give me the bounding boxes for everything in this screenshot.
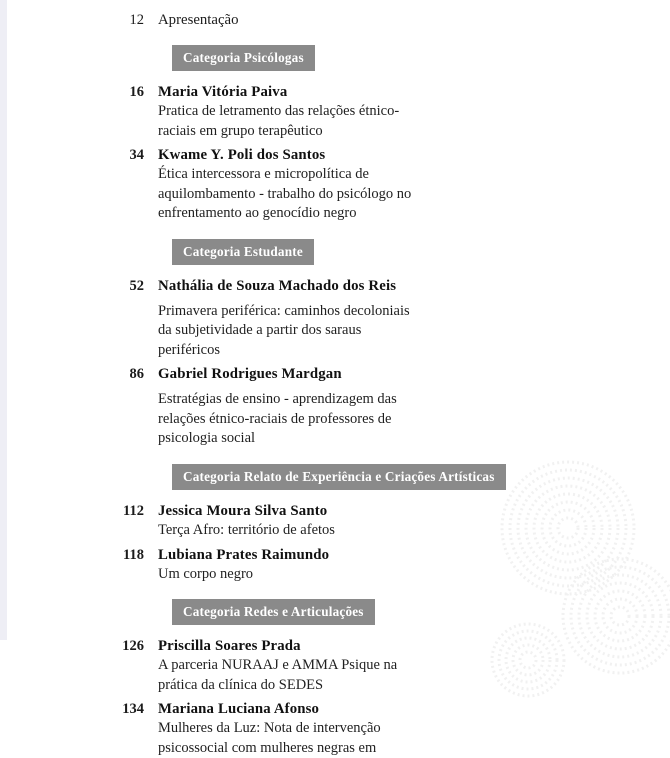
- toc-entry-apresentacao[interactable]: [0, 10, 640, 30]
- toc-entry-title-line: Primavera periférica: caminhos decoloniais: [158, 302, 410, 319]
- spacer: [0, 30, 640, 45]
- spacer: [0, 224, 640, 239]
- toc-entry-title-line: Mulheres da Luz: Nota de intervenção: [158, 720, 381, 737]
- toc-entry-body: [158, 636, 640, 695]
- banner-indent-spacer: [0, 45, 172, 71]
- toc-page-number: 12: [129, 12, 144, 28]
- toc-entry-body: [158, 545, 640, 585]
- toc-entry-body: [158, 145, 640, 224]
- category-banner: Categoria Psicólogas: [172, 45, 315, 71]
- toc-entry-title: [158, 565, 426, 585]
- banner-indent-spacer: [0, 239, 172, 265]
- toc-page-number: 86: [129, 366, 144, 383]
- spacer: [0, 584, 640, 599]
- toc-entry-body: [158, 82, 640, 141]
- toc-page-number: 52: [129, 277, 144, 294]
- toc-entry-title-line: psicossocial com mulheres negras em: [158, 739, 377, 756]
- toc-entry-title-line: enfrentamento ao genocídio negro: [158, 205, 357, 222]
- toc-entry-title: [158, 656, 426, 695]
- toc-entry-title-line: Estratégias de ensino - aprendizagem das: [158, 391, 397, 408]
- toc-entry[interactable]: [0, 364, 640, 449]
- toc-entry-title-line: Ética intercessora e micropolítica de: [158, 166, 369, 183]
- toc-entry-title: Apresentação: [158, 12, 239, 28]
- toc-entry[interactable]: [0, 636, 640, 695]
- category-banner: Categoria Redes e Articulações: [172, 599, 375, 625]
- toc-entry-author: Priscilla Soares Prada: [158, 638, 301, 655]
- toc-page-number: 34: [129, 147, 144, 164]
- toc-entry-title-line: Um corpo negro: [158, 565, 254, 582]
- toc-entry-body: [158, 276, 640, 361]
- spacer: [0, 449, 640, 464]
- spacer: [0, 71, 640, 82]
- spacer: [0, 265, 640, 276]
- banner-indent-spacer: [0, 464, 172, 490]
- toc-page-number: 126: [122, 638, 144, 655]
- toc-entry-author: Lubiana Prates Raimundo: [158, 546, 330, 563]
- toc-entry-title: [158, 302, 426, 361]
- toc-entry[interactable]: [0, 82, 640, 141]
- toc-entry-author: Maria Vitória Paiva: [158, 84, 288, 101]
- toc-entry-title: [158, 719, 426, 758]
- toc-entry[interactable]: [0, 501, 640, 541]
- toc-entry-title-line: A parceria NURAAJ e AMMA Psique na: [158, 657, 398, 674]
- category-banner: Categoria Relato de Experiência e Criações Artísticas: [172, 464, 506, 490]
- toc-entry[interactable]: [0, 145, 640, 224]
- toc-entry-title-line: relações étnico-raciais de professores de: [158, 410, 392, 427]
- toc-entry-title: [158, 165, 426, 224]
- toc-entry[interactable]: [0, 545, 640, 585]
- toc-entry-body: [158, 699, 640, 758]
- banner-indent-spacer: [0, 599, 172, 625]
- toc-entry-title-line: prática da clínica do SEDES: [158, 676, 324, 693]
- toc-entry-body: [158, 501, 640, 541]
- toc-entry-title-line: da subjetividade a partir dos saraus: [158, 322, 362, 339]
- toc-entry-title-line: Pratica de letramento das relações étnico-: [158, 103, 400, 120]
- toc-page-number: 112: [123, 503, 144, 520]
- toc-entry-title: [158, 102, 426, 141]
- toc-sections: [0, 30, 640, 758]
- category-banner-row: [0, 239, 640, 265]
- category-banner-row: [0, 599, 640, 625]
- toc-entry-author: Gabriel Rodrigues Mardgan: [158, 366, 342, 383]
- toc-entry-author: Mariana Luciana Afonso: [158, 701, 320, 718]
- spacer: [0, 490, 640, 501]
- spacer: [0, 625, 640, 636]
- category-banner-row: [0, 45, 640, 71]
- toc-entry-title-line: aquilombamento - trabalho do psicólogo no: [158, 185, 412, 202]
- toc-entry-title-line: Terça Afro: território de afetos: [158, 522, 335, 539]
- toc-entry-title-line: raciais em grupo terapêutico: [158, 122, 323, 139]
- toc-entry-body: [158, 364, 640, 449]
- category-banner-row: [0, 464, 640, 490]
- toc-page-number: 16: [129, 84, 144, 101]
- toc-entry-author: Nathália de Souza Machado dos Reis: [158, 277, 397, 294]
- toc-entry[interactable]: [0, 276, 640, 361]
- toc-entry-title-line: psicologia social: [158, 430, 256, 447]
- toc-page-number: 118: [123, 546, 144, 563]
- toc-entry-title-line: periféricos: [158, 341, 220, 358]
- toc-entry-author: Kwame Y. Poli dos Santos: [158, 147, 326, 164]
- toc-entry[interactable]: [0, 699, 640, 758]
- toc-page-number: 134: [122, 701, 144, 718]
- toc-entry-title: [158, 390, 426, 449]
- page-left-edge-strip: [0, 0, 7, 640]
- toc-entry-author: Jessica Moura Silva Santo: [158, 503, 328, 520]
- toc-entry-title: [158, 521, 426, 541]
- category-banner: Categoria Estudante: [172, 239, 314, 265]
